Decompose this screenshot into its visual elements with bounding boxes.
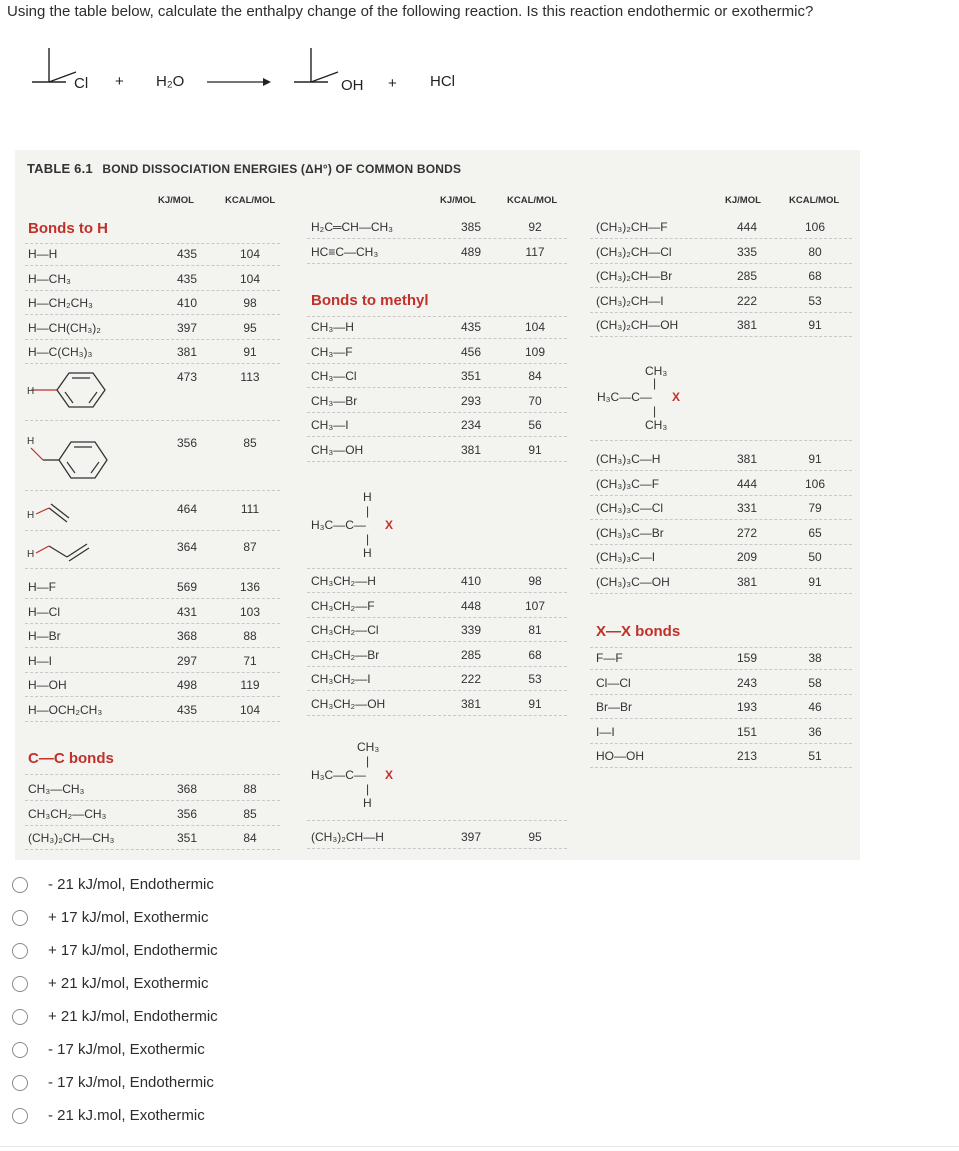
answer-label: - 17 kJ/mol, Endothermic xyxy=(48,1074,214,1091)
kcal-value: 98 xyxy=(528,574,542,588)
kj-value: 285 xyxy=(460,647,482,662)
answer-option[interactable] xyxy=(8,872,408,900)
kj-value: 234 xyxy=(460,418,482,433)
kcal-value: 71 xyxy=(243,653,257,668)
struct-mid-atoms: H₃C—C— xyxy=(597,390,652,404)
bond-label: HO—OH xyxy=(596,749,644,764)
bond-label: CH₃CH₂—F xyxy=(311,598,375,613)
kcal-value: 91 xyxy=(808,452,822,466)
struct-x-atom: X xyxy=(672,390,681,404)
question-text: Using the table below, calculate the enthalpy change of the following reaction. Is this reaction endothermic or exothermic? xyxy=(7,3,814,20)
table-heading: BOND DISSOCIATION ENERGIES (ΔH°) OF COMMON BONDS xyxy=(102,162,462,176)
section-x-x-bonds: X—X bonds xyxy=(596,623,681,640)
struct-mid-atoms: H₃C—C— xyxy=(311,518,366,532)
benzene-h-structure xyxy=(27,365,127,415)
kj-value: 272 xyxy=(736,525,758,540)
kj-value: 456 xyxy=(460,344,482,359)
benzyl-h-structure xyxy=(25,428,135,488)
answer-option[interactable] xyxy=(8,1070,408,1098)
kcal-value: 79 xyxy=(808,501,822,516)
bond-label: CH₃—Cl xyxy=(311,369,357,384)
kj-value: 297 xyxy=(176,653,198,668)
kj-header: KJ/MOL xyxy=(158,195,194,206)
kj-value: 435 xyxy=(176,247,198,261)
answer-option[interactable] xyxy=(8,938,408,966)
radio-button[interactable] xyxy=(12,1075,28,1091)
answer-label: - 21 kJ.mol, Exothermic xyxy=(48,1107,205,1124)
kj-value: 151 xyxy=(736,724,758,739)
kj-value: 381 xyxy=(460,443,482,457)
kj-value: 397 xyxy=(176,320,198,335)
bond-label: H—C(CH₃)₃ xyxy=(28,345,93,360)
bond-label: CH₃CH₂—CH₃ xyxy=(28,806,107,821)
answer-label: + 21 kJ/mol, Endothermic xyxy=(48,1008,218,1025)
kcal-value: 70 xyxy=(528,393,542,408)
kj-value: 213 xyxy=(736,749,758,764)
reactant-chlorine-label: Cl xyxy=(74,75,89,92)
kcal-value: 50 xyxy=(808,550,822,565)
kj-value: 209 xyxy=(736,550,758,565)
kj-value: 410 xyxy=(460,574,482,588)
kj-value: 335 xyxy=(736,244,758,259)
struct-top-atom: H xyxy=(363,490,372,504)
kcal-value: 111 xyxy=(240,502,260,516)
kj-value: 368 xyxy=(176,629,198,644)
bond-label: (CH₃)₃C—I xyxy=(596,550,656,565)
kcal-value: 107 xyxy=(524,598,546,613)
kcal-value: 81 xyxy=(528,623,542,638)
bond-label: (CH₃)₃C—H xyxy=(596,452,661,466)
bond-label: H—Br xyxy=(28,629,61,644)
bond-label: CH₃—H xyxy=(311,320,354,334)
section-bonds-to-h: Bonds to H xyxy=(28,220,108,237)
isopropyl-general-structure: CH₃ | H₃C—C— X | H xyxy=(311,740,394,810)
bond-label: CH₃—F xyxy=(311,344,353,359)
svg-text:H: H xyxy=(27,436,35,447)
struct-mid-atoms: H₃C—C— xyxy=(311,768,366,782)
kcal-header: KCAL/MOL xyxy=(225,195,276,206)
kcal-value: 136 xyxy=(239,580,261,594)
bond-label: CH₃—OH xyxy=(311,443,364,457)
kcal-value: 106 xyxy=(804,220,826,234)
kj-value: 435 xyxy=(176,271,198,286)
kj-value: 444 xyxy=(736,476,758,491)
kj-value: 381 xyxy=(736,452,758,466)
bond-label: (CH₃)₃C—Cl xyxy=(596,501,664,516)
kcal-value: 87 xyxy=(243,540,257,554)
bond-label: H—OCH₂CH₃ xyxy=(28,703,103,717)
bond-label: H—F xyxy=(28,580,56,594)
radio-button[interactable] xyxy=(12,1009,28,1025)
kj-value: 381 xyxy=(460,697,482,711)
kcal-value: 53 xyxy=(808,293,822,308)
bond-label: CH₃CH₂—Br xyxy=(311,647,380,662)
kj-value: 293 xyxy=(460,393,482,408)
kj-value: 397 xyxy=(460,830,482,844)
bond-label: CH₃—CH₃ xyxy=(28,782,85,796)
kcal-header: KCAL/MOL xyxy=(507,195,558,206)
kcal-value: 56 xyxy=(528,418,542,433)
kcal-value: 106 xyxy=(804,476,826,491)
table-title xyxy=(27,161,461,176)
kcal-value: 109 xyxy=(524,344,546,359)
kj-value: 385 xyxy=(460,220,482,234)
kj-value: 435 xyxy=(176,703,198,717)
bond-label: (CH₃)₂CH—F xyxy=(596,220,668,234)
plus-sign: + xyxy=(115,73,124,90)
kj-value: 364 xyxy=(176,540,198,554)
kj-value: 222 xyxy=(736,293,758,308)
struct-top-atom: CH₃ xyxy=(645,364,668,378)
kj-value: 498 xyxy=(176,678,198,693)
kcal-value: 36 xyxy=(808,724,822,739)
kj-value: 351 xyxy=(176,831,198,846)
answer-label: - 17 kJ/mol, Exothermic xyxy=(48,1041,205,1058)
kcal-value: 104 xyxy=(239,271,261,286)
bond-label: I—I xyxy=(596,724,615,739)
kcal-value: 95 xyxy=(243,320,257,335)
radio-button[interactable] xyxy=(12,910,28,926)
svg-text:H: H xyxy=(27,386,35,397)
answer-label: + 17 kJ/mol, Exothermic xyxy=(48,909,209,926)
kcal-value: 53 xyxy=(528,672,542,687)
bond-label: (CH₃)₂CH—CH₃ xyxy=(28,831,115,846)
bond-label: (CH₃)₂CH—H xyxy=(311,830,384,844)
answer-label: + 21 kJ/mol, Exothermic xyxy=(48,975,209,992)
svg-text:H: H xyxy=(27,549,35,560)
bond-label: CH₃CH₂—Cl xyxy=(311,623,379,638)
bond-label: H—CH₃ xyxy=(28,271,71,286)
kcal-value: 58 xyxy=(808,675,822,690)
kcal-value: 84 xyxy=(528,369,542,384)
kcal-value: 91 xyxy=(243,345,257,360)
answer-option[interactable] xyxy=(8,1004,408,1032)
struct-bottom-atom: H xyxy=(363,546,372,560)
product-hydroxyl-label: OH xyxy=(341,77,364,94)
bond-label: H—CH₂CH₃ xyxy=(28,296,93,311)
answer-option[interactable] xyxy=(8,905,408,933)
kcal-value: 92 xyxy=(528,220,542,234)
kcal-value: 98 xyxy=(243,296,257,311)
vinyl-h-structure xyxy=(27,498,117,528)
kcal-value: 85 xyxy=(243,436,257,450)
kcal-value: 117 xyxy=(525,244,545,259)
kcal-value: 80 xyxy=(808,244,822,259)
bond-label: H—H xyxy=(28,247,58,261)
kcal-value: 91 xyxy=(528,443,542,457)
kj-value: 368 xyxy=(176,782,198,796)
answer-label: + 17 kJ/mol, Endothermic xyxy=(48,942,218,959)
struct-x-atom: X xyxy=(385,518,394,532)
bond-label: Br—Br xyxy=(596,700,632,715)
bond-label: CH₃CH₂—OH xyxy=(311,697,386,711)
kj-header: KJ/MOL xyxy=(440,195,476,206)
kj-value: 435 xyxy=(460,320,482,334)
kcal-value: 103 xyxy=(239,604,261,619)
tert-butyl-general-structure: CH₃ | H₃C—C— X | CH₃ xyxy=(597,364,681,432)
bond-label: CH₃—I xyxy=(311,418,349,433)
radio-button[interactable] xyxy=(12,1042,28,1058)
kcal-header: KCAL/MOL xyxy=(789,195,840,206)
kcal-value: 38 xyxy=(808,651,822,665)
kcal-value: 104 xyxy=(239,247,261,261)
kcal-value: 91 xyxy=(808,575,822,589)
bond-label: CH₃—Br xyxy=(311,393,358,408)
kj-value: 351 xyxy=(460,369,482,384)
bond-label: H—CH(CH₃)₂ xyxy=(28,320,101,335)
kj-value: 159 xyxy=(736,651,758,665)
bond-label: H—OH xyxy=(28,678,67,693)
kcal-value: 91 xyxy=(528,697,542,711)
kj-value: 356 xyxy=(176,806,198,821)
bond-label: F—F xyxy=(596,651,623,665)
kj-value: 444 xyxy=(736,220,758,234)
bond-label: CH₃CH₂—H xyxy=(311,574,376,588)
reaction-equation xyxy=(0,40,520,110)
answer-option[interactable] xyxy=(8,1103,408,1131)
kj-value: 473 xyxy=(176,370,198,384)
bond-label: H—Cl xyxy=(28,604,60,619)
bond-label: (CH₃)₃C—Br xyxy=(596,525,664,540)
kcal-value: 51 xyxy=(808,749,822,764)
kcal-value: 91 xyxy=(808,318,822,333)
kj-value: 243 xyxy=(736,675,758,690)
water-formula: H₂O xyxy=(156,73,185,90)
bond-label: (CH₃)₂CH—I xyxy=(596,293,664,308)
reaction-arrow xyxy=(205,72,275,92)
answer-label: - 21 kJ/mol, Endothermic xyxy=(48,876,214,893)
bond-label: (CH₃)₂CH—OH xyxy=(596,318,679,333)
kj-value: 285 xyxy=(736,269,758,284)
kcal-value: 104 xyxy=(239,703,261,717)
bond-label: (CH₃)₂CH—Cl xyxy=(596,244,672,259)
struct-x-atom: X xyxy=(385,768,394,782)
kcal-value: 88 xyxy=(243,782,257,796)
kj-value: 331 xyxy=(736,501,758,516)
section-bonds-to-methyl: Bonds to methyl xyxy=(311,292,429,309)
kj-value: 448 xyxy=(460,598,482,613)
kj-value: 464 xyxy=(176,502,198,516)
hcl-formula: HCl xyxy=(430,73,455,90)
radio-button[interactable] xyxy=(12,1108,28,1124)
answer-option[interactable] xyxy=(8,1037,408,1065)
answer-option[interactable] xyxy=(8,971,408,999)
bond-label: CH₃CH₂—I xyxy=(311,672,371,687)
struct-bottom-atom: CH₃ xyxy=(645,418,668,432)
kj-value: 410 xyxy=(176,296,198,311)
kcal-value: 113 xyxy=(240,370,260,384)
kj-value: 431 xyxy=(176,604,198,619)
kj-value: 193 xyxy=(736,700,758,715)
table-number: TABLE 6.1 xyxy=(27,161,93,176)
radio-button[interactable] xyxy=(12,943,28,959)
radio-button[interactable] xyxy=(12,976,28,992)
bond-label: (CH₃)₃C—F xyxy=(596,476,660,491)
kj-value: 339 xyxy=(460,623,482,638)
plus-sign: + xyxy=(388,75,397,92)
bond-label: (CH₃)₂CH—Br xyxy=(596,269,673,284)
kcal-value: 68 xyxy=(808,269,822,284)
kcal-value: 65 xyxy=(808,525,822,540)
kj-value: 381 xyxy=(176,345,198,360)
radio-button[interactable] xyxy=(12,877,28,893)
struct-top-atom: CH₃ xyxy=(357,740,380,754)
kcal-value: 104 xyxy=(524,320,546,334)
kj-value: 489 xyxy=(460,244,482,259)
ethyl-general-structure: H | H₃C—C— X | H xyxy=(311,490,394,560)
svg-text:H: H xyxy=(27,510,35,521)
bond-label: (CH₃)₃C—OH xyxy=(596,575,670,589)
kcal-value: 68 xyxy=(528,647,542,662)
kcal-value: 85 xyxy=(243,806,257,821)
bond-label: Cl—Cl xyxy=(596,675,631,690)
kj-value: 569 xyxy=(176,580,198,594)
kj-value: 381 xyxy=(736,318,758,333)
bond-label: HC≡C—CH₃ xyxy=(311,244,379,259)
kcal-value: 88 xyxy=(243,629,257,644)
kj-value: 381 xyxy=(736,575,758,589)
kj-header: KJ/MOL xyxy=(725,195,761,206)
kcal-value: 95 xyxy=(528,830,542,844)
bond-label: H₂C═CH—CH₃ xyxy=(311,220,394,234)
kj-value: 222 xyxy=(460,672,482,687)
struct-bottom-atom: H xyxy=(363,796,372,810)
kcal-value: 46 xyxy=(808,700,822,715)
section-c-c-bonds: C—C bonds xyxy=(28,750,114,767)
bond-energy-table xyxy=(15,150,860,860)
allyl-h-structure xyxy=(27,535,127,565)
kcal-value: 84 xyxy=(243,831,257,846)
kcal-value: 119 xyxy=(240,678,260,693)
kj-value: 356 xyxy=(176,436,198,450)
bond-label: H—I xyxy=(28,653,52,668)
